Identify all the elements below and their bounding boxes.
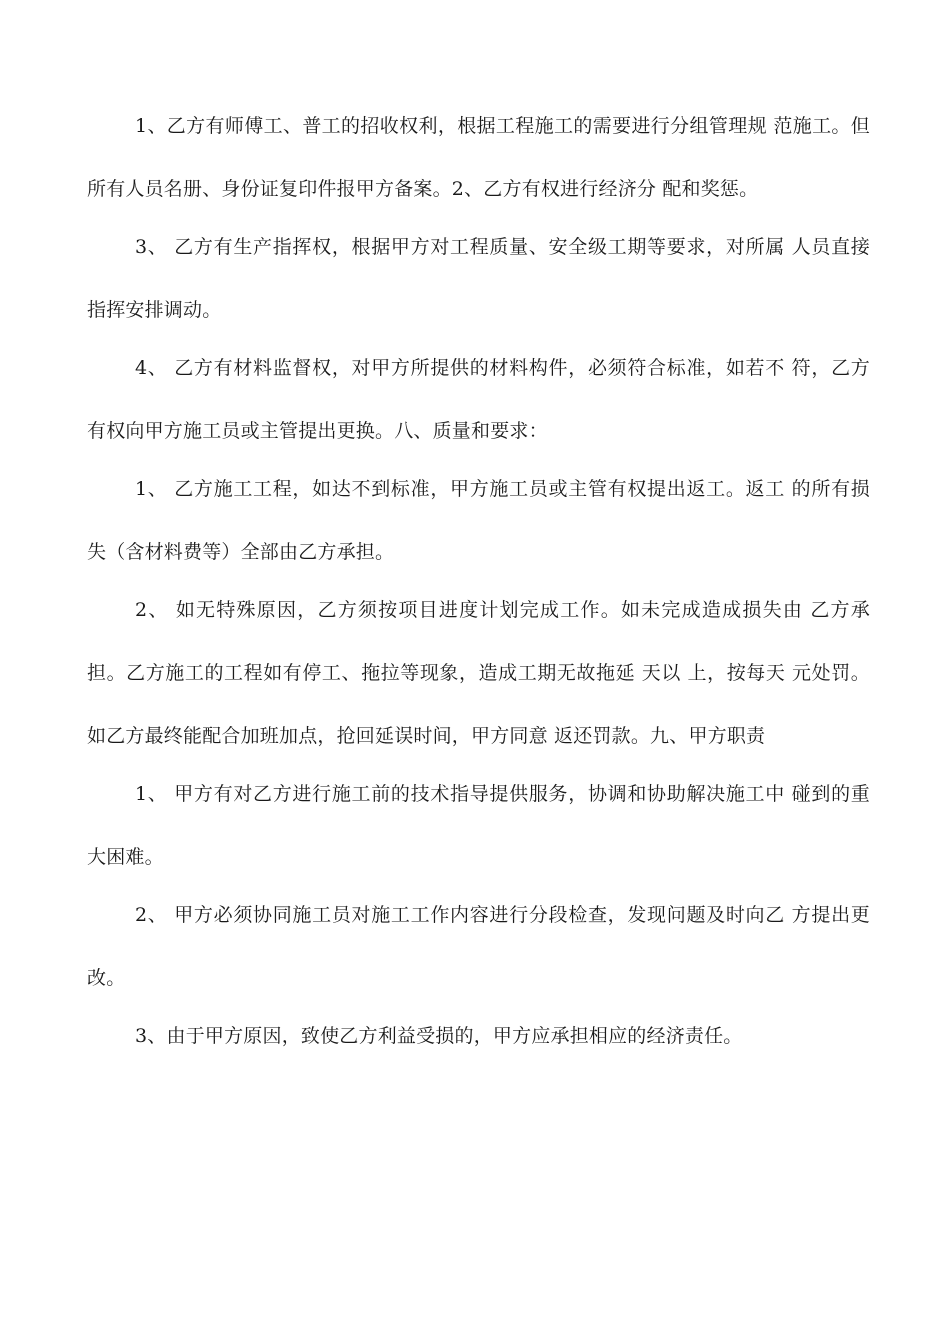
paragraph-party-a-technical-guidance: 1、 甲方有对乙方进行施工前的技术指导提供服务，协调和协助解决施工中 碰到的重大困难。 xyxy=(87,783,870,868)
paragraph-party-b-command-rights: 3、 乙方有生产指挥权，根据甲方对工程质量、安全级工期等要求，对所属 人员直接指挥安排调动。 xyxy=(87,236,870,321)
paragraph-party-a-inspection: 2、 甲方必须协同施工员对施工工作内容进行分段检查，发现问题及时向乙 方提出更改。 xyxy=(87,904,870,989)
paragraph-party-a-liability: 3、由于甲方原因，致使乙方利益受损的，甲方应承担相应的经济责任。 xyxy=(135,1025,743,1047)
paragraph-party-b-hiring-rights: 1、乙方有师傅工、普工的招收权利，根据工程施工的需要进行分组管理规 范施工。但所有人员名册、身份证复印件报甲方备案。2、乙方有权进行经济分 配和奖惩。 xyxy=(87,115,870,200)
paragraph-schedule-penalty: 2、 如无特殊原因，乙方须按项目进度计划完成工作。如未完成造成损失由 乙方承担。乙方施工的工程如有停工、拖拉等现象，造成工期无故拖延 天以 上，按每天 元处罚。如乙方最终能配合加班加点，抢回延误时间，甲方同意 返还罚款。九、甲方职责 xyxy=(87,599,870,747)
paragraph-party-b-material-supervision: 4、 乙方有材料监督权，对甲方所提供的材料构件，必须符合标准，如若不 符，乙方有权向甲方施工员或主管提出更换。八、质量和要求： xyxy=(87,357,870,442)
paragraph-quality-rework: 1、 乙方施工工程，如达不到标准，甲方施工员或主管有权提出返工。返工 的所有损失（含材料费等）全部由乙方承担。 xyxy=(87,478,870,563)
